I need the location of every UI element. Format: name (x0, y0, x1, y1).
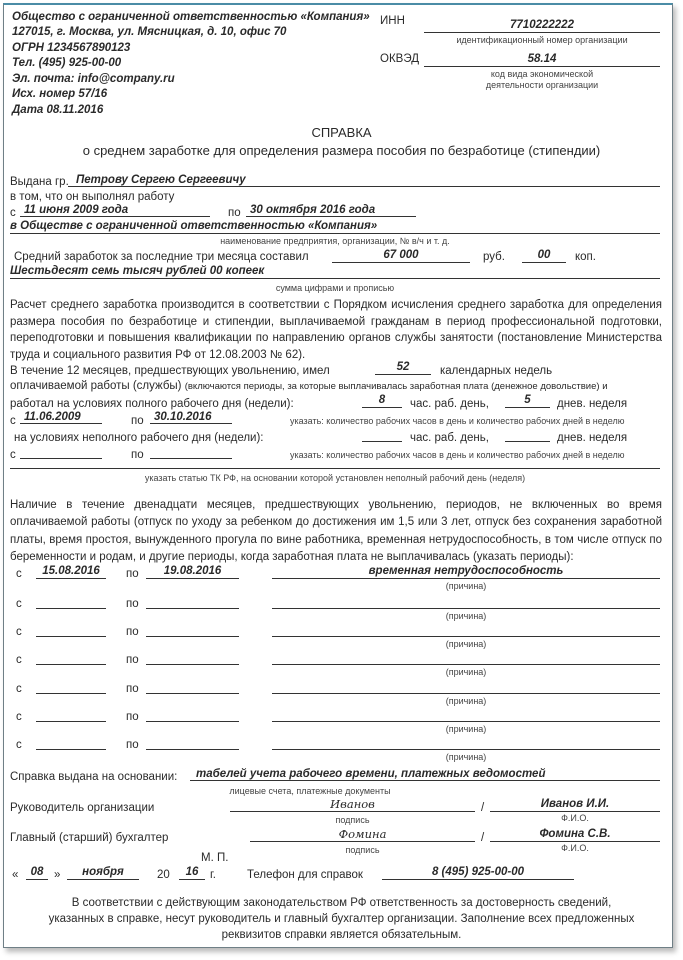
full-time-hours-value: 8 (362, 393, 402, 408)
period-to-label: по (126, 654, 139, 666)
full-time-to-value: 30.10.2016 (150, 410, 232, 424)
head-name-value: Иванов И.И. (490, 797, 660, 812)
part-time-from-label: с (10, 449, 16, 461)
basis-label: Справка выдана на основании: (10, 771, 178, 783)
period-reason-caption: (причина) (445, 581, 487, 591)
period-to-label: по (126, 683, 139, 695)
inn-caption: идентификационный номер организации (456, 35, 628, 45)
period-reason-value (272, 650, 660, 665)
date-day: 08 (26, 865, 48, 880)
full-time-label: работал на условиях полного рабочего дня (недели): (10, 398, 294, 410)
footer-line-2: указанных в справке, несут руководитель и главный бухгалтер организации. Заполнение всех предложенных (48, 913, 635, 925)
part-time-label: на условиях неполного рабочего дня (недели): (14, 432, 264, 444)
part-time-to-label: по (131, 449, 144, 461)
document-subtitle: о среднем заработке для определения размера пособия по безработице (стипендии) (82, 143, 601, 158)
period-reason-caption: (причина) (445, 724, 487, 734)
accountant-signature-caption: подпись (345, 845, 380, 855)
full-time-hours-label: час. раб. день, (410, 398, 489, 410)
accountant-name-caption: Ф.И.О. (561, 843, 589, 853)
period-reason-value: временная нетрудоспособность (272, 564, 660, 579)
period-to-label: по (126, 626, 139, 638)
full-time-to-label: по (131, 415, 144, 427)
period-from-label: с (16, 598, 22, 610)
period-to-value (146, 622, 239, 637)
head-signature: Иванов (230, 797, 475, 812)
paid-work-label (10, 379, 608, 394)
date-open-quote: « (12, 869, 19, 881)
document-date: Дата 08.11.2016 (12, 104, 104, 116)
period-reason-caption: (причина) (445, 667, 487, 677)
org-phone: Тел. (495) 925-00-00 (12, 57, 122, 69)
full-time-days-label: днев. неделя (557, 398, 628, 410)
calculation-paragraph: Расчет среднего заработка производится в соответствии с Порядком исчисления среднего заработка для определения размера пособия по безработице и стипендии, выплачиваемой гражданам в период профессиональной подготовки, переподготовки и повышения квалификации по направлению органов службы занятости (постановление Министерства труда и социального развития РФ от 12.08.2003 № 62). (10, 299, 662, 362)
okved-label: ОКВЭД (380, 53, 419, 65)
phone-value: 8 (495) 925-00-00 (382, 865, 574, 880)
part-time-article-caption: указать статью ТК РФ, на основании которой установлен неполный рабочий день (неделя) (144, 473, 526, 483)
accountant-name-value: Фомина С.В. (490, 827, 660, 842)
period-reason-value (272, 622, 660, 637)
work-from-value: 11 июня 2009 года (20, 203, 210, 217)
rub-label: руб. (483, 251, 505, 263)
period-to-value (146, 594, 239, 609)
paid-work-text: оплачиваемой работы (службы) (10, 380, 182, 392)
period-from-label: с (16, 626, 22, 638)
basis-caption (190, 786, 660, 797)
inn-label: ИНН (380, 15, 405, 27)
date-suffix: г. (210, 869, 216, 881)
basis-caption-text: лицевые счета, платежные документы (229, 786, 391, 796)
full-time-days-value: 5 (505, 393, 550, 408)
weeks-label: В течение 12 месяцев, предшествующих увольнению, имел (10, 365, 330, 377)
period-to-label: по (126, 711, 139, 723)
work-to-value: 30 октября 2016 года (246, 203, 416, 217)
period-reason-caption: (причина) (445, 639, 487, 649)
issued-label: Выдана гр. (10, 176, 69, 188)
paid-work-note: (включаются периоды, за которые выплачивалась заработная плата (денежное довольствие) и (184, 381, 608, 392)
salary-kop-value: 00 (522, 248, 566, 263)
okved-value: 58.14 (424, 52, 660, 67)
period-to-label: по (126, 739, 139, 751)
kop-label: коп. (575, 251, 596, 263)
part-time-article-value (10, 454, 660, 469)
period-to-value (146, 735, 239, 750)
salary-caption: сумма цифрами и прописью (275, 283, 395, 293)
phone-label: Телефон для справок (247, 869, 363, 881)
period-reason-value (272, 679, 660, 694)
period-to-label: по (126, 598, 139, 610)
date-month: ноября (67, 865, 139, 880)
period-from-value (36, 594, 106, 609)
outgoing-number: Исх. номер 57/16 (12, 88, 108, 100)
full-time-hint: указать: количество рабочих часов в день и количество рабочих дней в неделю (290, 416, 625, 426)
part-time-hours-value (362, 427, 402, 442)
head-signature-caption: подпись (335, 815, 370, 825)
period-reason-caption: (причина) (445, 696, 487, 706)
period-from-label: с (16, 711, 22, 723)
work-org-value: в Обществе с ограниченной ответственностью «Компания» (10, 219, 660, 234)
date-year: 16 (179, 865, 205, 880)
accountant-label: Главный (старший) бухгалтер (10, 832, 169, 844)
issued-to-value: Петрову Сергею Сергеевичу (68, 173, 660, 187)
document-title: СПРАВКА (311, 125, 372, 140)
period-from-value (36, 707, 106, 722)
org-ogrn: ОГРН 1234567890123 (12, 42, 131, 54)
salary-label: Средний заработок за последние три месяца составил (14, 251, 309, 263)
periods-paragraph: Наличие в течение двенадцати месяцев, предшествующих увольнению, периодов, не включенных во время оплачиваемой работы (отпуск по уходу за ребенком до достижения им 1,5 или 3 лет, отпуск без сохранения заработной платы, время простоя, вынужденного прогула по вине работника, временная нетрудоспособность, в том числе отпуск по беременности и родам, и другие периоды, когда заработная плата не выплачивалась (указать периоды): (10, 499, 662, 563)
work-to-label: по (228, 207, 241, 219)
period-to-value (146, 650, 239, 665)
salary-rub-value: 67 000 (332, 248, 470, 263)
footer-line-1: В соответствии с действующим законодательством РФ ответственность за достоверность сведений, (71, 897, 612, 909)
work-from-label: с (10, 207, 16, 219)
period-reason-value (272, 735, 660, 750)
stamp-place: М. П. (201, 852, 229, 864)
accountant-signature: Фомина (250, 827, 475, 842)
date-close-quote: » (54, 869, 61, 881)
full-time-from-value: 11.06.2009 (20, 410, 102, 424)
date-century: 20 (157, 869, 170, 881)
work-org-caption: наименование предприятия, организации, № в/ч и т. д. (220, 236, 450, 246)
org-name: Общество с ограниченной ответственностью «Компания» (12, 11, 370, 23)
head-name-caption: Ф.И.О. (561, 813, 589, 823)
head-slash: / (481, 802, 485, 814)
period-from-label: с (16, 654, 22, 666)
part-time-days-label: днев. неделя (557, 432, 628, 444)
full-time-from-label: с (10, 415, 16, 427)
period-from-value (36, 650, 106, 665)
okved-caption-1: код вида экономической (490, 69, 594, 79)
period-from-value (36, 679, 106, 694)
inn-value: 7710222222 (424, 18, 660, 33)
period-reason-caption: (причина) (445, 611, 487, 621)
period-reason-caption: (причина) (445, 752, 487, 762)
period-reason-value (272, 707, 660, 722)
org-address: 127015, г. Москва, ул. Мясницкая, д. 10, офис 70 (12, 26, 287, 38)
part-time-hint: указать: количество рабочих часов в день и количество рабочих дней в неделю (290, 450, 625, 460)
period-reason-value (272, 594, 660, 609)
period-to-value: 19.08.2016 (146, 564, 239, 579)
period-from-label: с (16, 683, 22, 695)
period-from-label: с (16, 568, 22, 580)
part-time-days-value (505, 427, 550, 442)
basis-value: табелей учета рабочего времени, платежных ведомостей (190, 767, 660, 781)
period-from-value (36, 735, 106, 750)
head-label: Руководитель организации (10, 802, 155, 814)
work-label: в том, что он выполнял работу (10, 191, 175, 203)
org-email: Эл. почта: info@company.ru (12, 73, 175, 85)
accountant-slash: / (481, 832, 485, 844)
weeks-value: 52 (375, 360, 431, 375)
period-from-label: с (16, 739, 22, 751)
part-time-hours-label: час. раб. день, (410, 432, 489, 444)
weeks-suffix: календарных недель (440, 365, 553, 377)
period-from-value: 15.08.2016 (36, 564, 106, 579)
salary-words-value: Шестьдесят семь тысяч рублей 00 копеек (10, 264, 660, 279)
period-to-value (146, 679, 239, 694)
period-to-label: по (126, 568, 139, 580)
period-to-value (146, 707, 239, 722)
footer-line-3: реквизитов справки является обязательным. (221, 929, 462, 941)
period-from-value (36, 622, 106, 637)
okved-caption-2: деятельности организации (485, 80, 599, 90)
